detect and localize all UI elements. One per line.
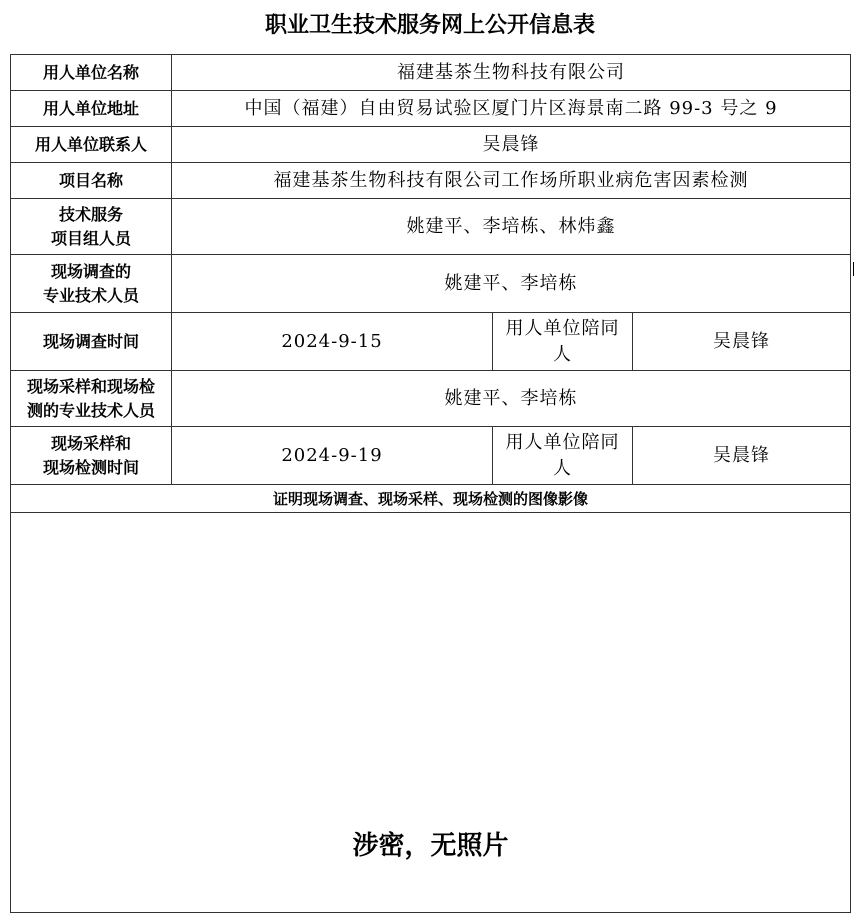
project-name-value: 福建基茶生物科技有限公司工作场所职业病危害因素检测 [172, 163, 851, 199]
survey-staff-label-line2: 专业技术人员 [42, 285, 139, 305]
survey-companion-value: 吴晨锋 [633, 313, 851, 371]
survey-time-label: 现场调查时间 [11, 313, 172, 371]
info-table [10, 54, 851, 913]
survey-staff-label [11, 255, 172, 313]
sampling-staff-label-line2: 测的专业技术人员 [26, 400, 155, 420]
row-employer-contact [11, 127, 851, 163]
sampling-time-label-line1: 现场采样和 [50, 433, 131, 453]
sampling-companion-value: 吴晨锋 [633, 427, 851, 485]
team-members-label-line2: 项目组人员 [50, 228, 131, 248]
row-survey-staff [11, 255, 851, 313]
sampling-companion-label: 用人单位陪同人 [493, 427, 633, 485]
survey-staff-label-line1: 现场调查的 [50, 261, 131, 281]
photo-area [11, 513, 851, 913]
employer-name-label: 用人单位名称 [11, 55, 172, 91]
row-employer-address [11, 91, 851, 127]
row-project-name [11, 163, 851, 199]
sampling-staff-value: 姚建平、李培栋 [172, 371, 851, 427]
row-sampling-time [11, 427, 851, 485]
employer-name-value: 福建基茶生物科技有限公司 [172, 55, 851, 91]
sampling-date-value: 2024-9-19 [172, 427, 493, 485]
text-cursor [853, 262, 854, 276]
team-members-label [11, 199, 172, 255]
survey-staff-value: 姚建平、李培栋 [172, 255, 851, 313]
row-employer-name [11, 55, 851, 91]
sampling-staff-label-line1: 现场采样和现场检 [26, 376, 155, 396]
row-team-members [11, 199, 851, 255]
row-survey-time [11, 313, 851, 371]
team-members-value: 姚建平、李培栋、林炜鑫 [172, 199, 851, 255]
row-photo-header [11, 485, 851, 513]
employer-address-label: 用人单位地址 [11, 91, 172, 127]
page-title: 职业卫生技术服务网上公开信息表 [264, 13, 595, 38]
employer-contact-value: 吴晨锋 [172, 127, 851, 163]
row-photo-area [11, 513, 851, 913]
survey-companion-label: 用人单位陪同人 [493, 313, 633, 371]
sampling-staff-label [11, 371, 172, 427]
photo-section-header: 证明现场调查、现场采样、现场检测的图像影像 [11, 485, 851, 513]
project-name-label: 项目名称 [11, 163, 172, 199]
employer-contact-label: 用人单位联系人 [11, 127, 172, 163]
employer-address-value: 中国（福建）自由贸易试验区厦门片区海景南二路 99-3 号之 9 [172, 91, 851, 127]
sampling-time-label [11, 427, 172, 485]
sampling-time-label-line2: 现场检测时间 [42, 457, 139, 477]
row-sampling-staff [11, 371, 851, 427]
photo-note: 涉密，无照片 [352, 831, 509, 861]
survey-date-value: 2024-9-15 [172, 313, 493, 371]
team-members-label-line1: 技术服务 [58, 204, 123, 224]
